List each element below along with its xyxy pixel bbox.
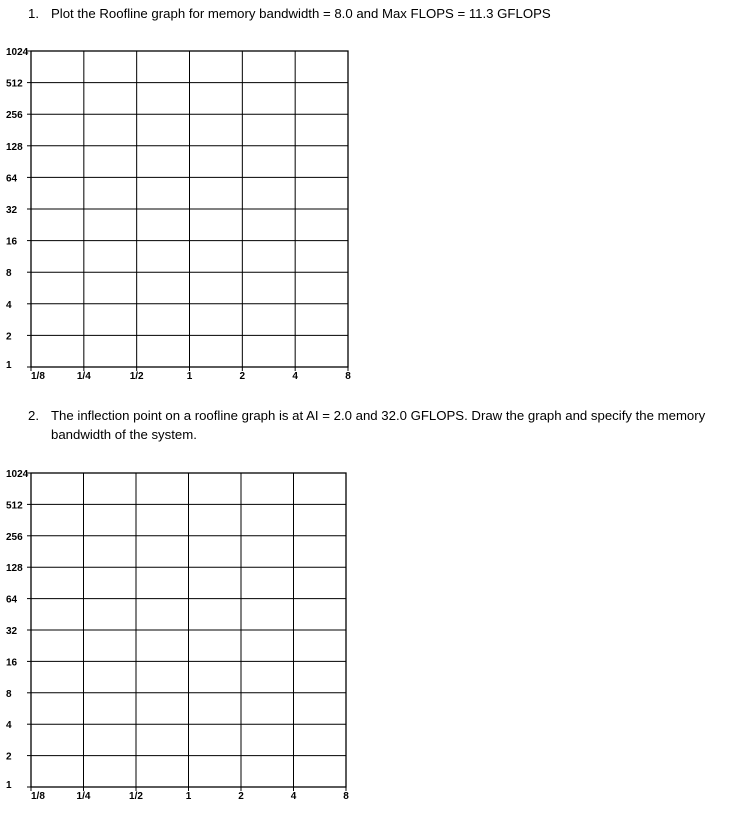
y-tick-label: 2 — [6, 331, 12, 343]
y-tick-label: 512 — [6, 78, 23, 90]
y-tick-label: 1 — [6, 780, 12, 791]
x-tick-label: 8 — [345, 371, 351, 382]
x-tick-label: 1 — [186, 371, 193, 382]
y-tick-label: 4 — [6, 720, 12, 732]
y-tick-label: 1024 — [6, 47, 29, 58]
question-2-number: 2. — [28, 408, 39, 423]
x-tick-label: 1/2 — [129, 371, 144, 382]
x-tick-label: 1 — [185, 791, 192, 802]
y-tick-label: 256 — [6, 531, 23, 543]
x-tick-label: 2 — [238, 791, 244, 802]
y-tick-label: 1 — [6, 360, 12, 371]
y-tick-label: 128 — [6, 563, 23, 575]
x-tick-label: 4 — [290, 791, 297, 802]
x-tick-label: 1/8 — [31, 371, 45, 382]
y-tick-label: 8 — [6, 268, 12, 280]
question-1-text: Plot the Roofline graph for memory bandwidth = 8.0 and Max FLOPS = 11.3 GFLOPS — [51, 6, 551, 21]
x-tick-label: 1/2 — [129, 791, 143, 802]
y-tick-label: 256 — [6, 110, 23, 122]
y-tick-label: 64 — [6, 594, 18, 606]
y-tick-label: 128 — [6, 141, 23, 153]
roofline-grid-1 — [0, 40, 742, 380]
question-1-number: 1. — [28, 6, 39, 21]
y-tick-label: 32 — [6, 626, 18, 637]
y-tick-label: 64 — [6, 173, 18, 185]
x-tick-label: 1/4 — [76, 791, 91, 802]
roofline-grid-2 — [0, 462, 742, 802]
y-tick-label: 32 — [6, 205, 18, 216]
y-tick-label: 8 — [6, 688, 12, 700]
y-tick-label: 512 — [6, 500, 23, 512]
x-tick-label: 4 — [292, 371, 298, 382]
x-tick-label: 2 — [239, 371, 246, 382]
x-tick-label: 8 — [343, 791, 349, 802]
y-tick-label: 16 — [6, 657, 18, 669]
y-tick-label: 1024 — [6, 469, 29, 480]
x-tick-label: 1/8 — [31, 791, 45, 802]
y-tick-label: 4 — [6, 299, 12, 311]
y-tick-label: 2 — [6, 751, 12, 763]
x-tick-label: 1/4 — [76, 371, 91, 382]
question-2-text: The inflection point on a roofline graph is at AI = 2.0 and 32.0 GFLOPS. Draw the graph and specify the memory bandwidth of the system. — [51, 408, 706, 442]
y-tick-label: 16 — [6, 236, 18, 248]
